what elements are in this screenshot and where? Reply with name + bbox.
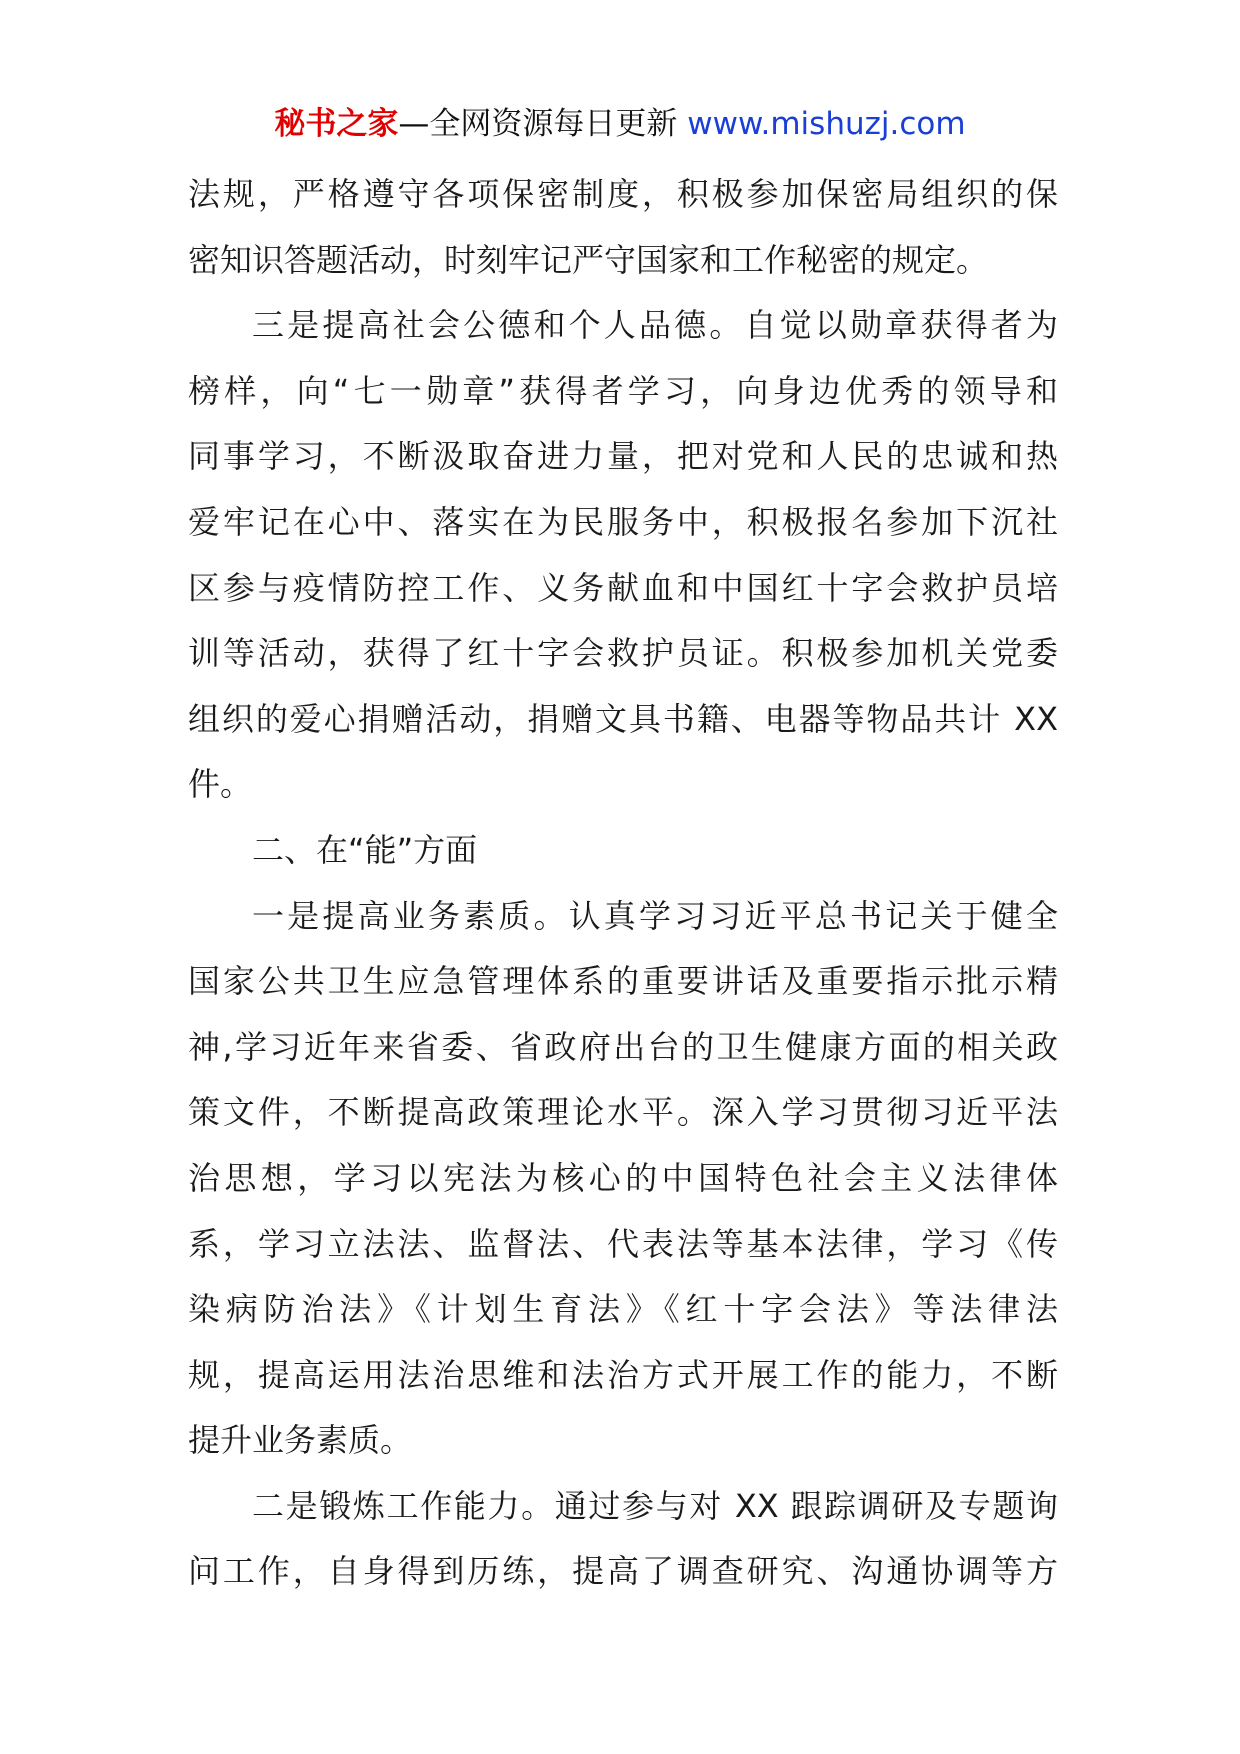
text-line: 神,学习近年来省委、省政府出台的卫生健康方面的相关政 — [188, 1027, 1058, 1066]
text-line: 治思想，学习以宪法为核心的中国特色社会主义法律体 — [188, 1158, 1058, 1197]
text-line: 规，提高运用法治思维和法治方式开展工作的能力，不断 — [188, 1355, 1058, 1394]
text-line: 策文件，不断提高政策理论水平。深入学习贯彻习近平法 — [188, 1093, 1058, 1132]
text-line: 法规，严格遵守各项保密制度，积极参加保密局组织的保 — [188, 175, 1058, 213]
text-line: 区参与疫情防控工作、义务献血和中国红十字会救护员培 — [188, 568, 1058, 607]
document-body — [188, 162, 1058, 1605]
text-line: 提升业务素质。 — [188, 1421, 413, 1460]
text-line: 系，学习立法法、监督法、代表法等基本法律，学习《传 — [188, 1224, 1058, 1263]
brand-name: 秘书之家 — [274, 106, 399, 142]
paragraph-start-line: 二是锻炼工作能力。通过参与对 XX 跟踪调研及专题询 — [252, 1486, 1058, 1525]
site-url: www.mishuzj.com — [687, 106, 966, 142]
paragraph-start-line: 三是提高社会公德和个人品德。自觉以勋章获得者为 — [252, 306, 1058, 345]
text-line: 国家公共卫生应急管理体系的重要讲话及重要指示批示精 — [188, 962, 1058, 1001]
paragraph-start-line: 一是提高业务素质。认真学习习近平总书记关于健全 — [252, 896, 1058, 935]
text-line: 爱牢记在心中、落实在为民服务中，积极报名参加下沉社 — [188, 502, 1058, 541]
section-heading: 二、在“能”方面 — [252, 830, 478, 869]
text-line: 组织的爱心捐赠活动，捐赠文具书籍、电器等物品共计 XX — [188, 699, 1058, 738]
text-line: 同事学习，不断汲取奋进力量，把对党和人民的忠诚和热 — [188, 437, 1058, 476]
site-watermark-header — [0, 104, 1240, 144]
text-line: 件。 — [188, 765, 253, 804]
text-line: 榜样，向“七一勋章”获得者学习，向身边优秀的领导和 — [188, 371, 1058, 410]
text-line: 问工作，自身得到历练，提高了调查研究、沟通协调等方 — [188, 1552, 1058, 1591]
text-line: 染病防治法》《计划生育法》《红十字会法》等法律法 — [188, 1290, 1058, 1329]
text-line: 密知识答题活动，时刻牢记严守国家和工作秘密的规定。 — [188, 240, 989, 279]
header-tagline: —全网资源每日更新 — [398, 106, 678, 142]
text-line: 训等活动，获得了红十字会救护员证。积极参加机关党委 — [188, 634, 1058, 673]
